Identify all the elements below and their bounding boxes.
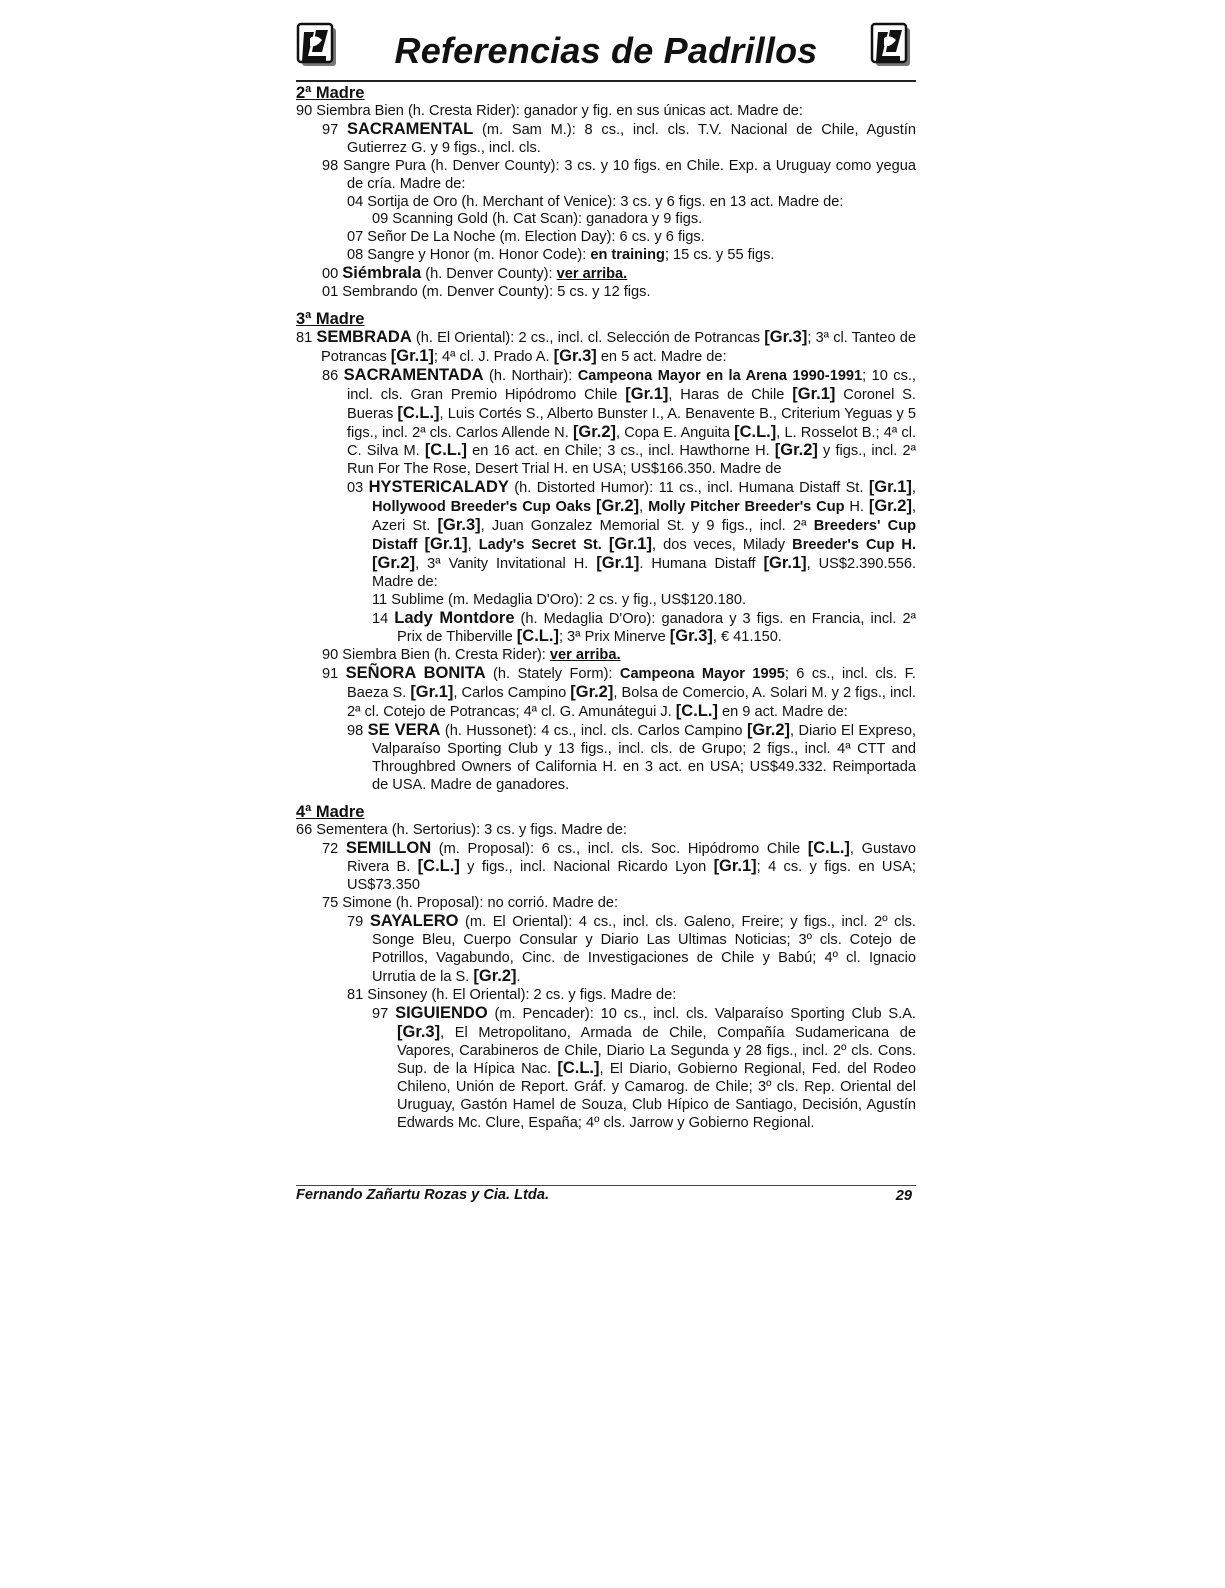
entry-text: 66 Sementera (h. Sertorius): 3 cs. y figs. Madre de: — [296, 821, 627, 838]
race-grade: [C.L.] — [734, 422, 777, 441]
entry-text: 98 — [347, 723, 368, 739]
entry-text: , Gustavo Rivera B. — [347, 840, 916, 876]
entry-text: , Diario El Expreso, Valparaíso Sporting Club y 13 figs., incl. cls. de Grupo; 2 figs., incl. 4ª CTT and Throughbred Owners of California H. en 3 act. en USA; US$49.332. Reimportada de USA. Madre de ganadores. — [372, 723, 917, 793]
entry-text: 98 Sangre Pura (h. Denver County): 3 cs. y 10 figs. en Chile. Exp. a Uruguay como yegua de cría. Madre de: — [322, 157, 916, 192]
entry-text: 81 — [296, 329, 317, 346]
entry-text: en 16 act. en Chile; 3 cs., incl. Hawthorne H. — [466, 443, 775, 460]
race-grade: [Gr.1] — [608, 534, 652, 553]
entry-text: 86 — [322, 367, 344, 384]
horse-name: HYSTERICALADY — [368, 478, 509, 497]
entry-text: 90 Siembra Bien (h. Cresta Rider): ganador y fig. en sus únicas act. Madre de: — [296, 103, 803, 119]
entry-text: , El Metropolitano, Armada de Chile, Compañía Sudamericana de Vapores, Carabineros de Chile, Diario La Segunda y 28 figs., incl. 2º cls. Cons. Sup. de la Hípica Nac. — [397, 1024, 916, 1078]
horse-name: SEMBRADA — [316, 327, 412, 346]
race-grade: [Gr.3] — [764, 327, 808, 346]
race-grade: [C.L.] — [675, 702, 718, 721]
race-grade: [Gr.1] — [424, 534, 468, 553]
pedigree-entry — [296, 895, 916, 913]
entry-text: 00 — [322, 266, 343, 283]
pedigree-entry — [296, 479, 916, 591]
entry-text: , — [911, 480, 916, 497]
page-number: 29 — [895, 1188, 912, 1204]
page-footer — [296, 1185, 916, 1209]
entry-text: 11 Sublime (m. Medaglia D'Oro): 2 cs. y fig., US$120.180. — [372, 591, 747, 608]
horse-name: SACRAMENTAL — [347, 119, 474, 138]
entry-text: , Carlos Campino — [453, 685, 571, 702]
entry-text: 01 Sembrando (m. Denver County): 5 cs. y 12 figs. — [322, 284, 651, 301]
entry-text: en training — [590, 247, 665, 264]
race-grade: [C.L.] — [516, 627, 559, 646]
cross-reference: ver arriba. — [549, 647, 621, 664]
entry-text: (h. Denver County): — [421, 266, 557, 283]
entry-text: Coronel S. Bueras — [347, 386, 916, 422]
entry-text: (h. Distorted Humor): 11 cs., incl. Humana Distaff St. — [508, 480, 869, 497]
race-grade: [Gr.3] — [437, 516, 481, 535]
entry-text: y figs., incl. 2ª Run For The Rose, Desert Trial H. en USA; US$166.350. Madre de — [347, 443, 916, 478]
entry-text: 97 — [322, 121, 348, 138]
entry-text: , L. Rosselot B.; 4ª cl. C. Silva M. — [347, 424, 917, 460]
section-heading: 4ª Madre — [296, 802, 365, 821]
entry-text: H. — [844, 499, 869, 516]
entry-text: 08 Sangre y Honor (m. Honor Code): — [347, 247, 591, 264]
entry-text: ; 3ª cl. Tanteo de Potrancas — [321, 329, 916, 365]
entry-text: Campeona Mayor 1995 — [619, 666, 785, 683]
race-grade: [Gr.3] — [553, 346, 597, 365]
pedigree-entry — [296, 284, 916, 302]
section-heading: 2ª Madre — [296, 84, 365, 102]
horseshoe-emblem-icon — [870, 22, 912, 68]
footer-company: Fernando Zañartu Rozas y Cia. Ltda. — [296, 1187, 549, 1203]
entry-text: en 9 act. Madre de: — [717, 704, 848, 721]
race-grade: [Gr.1] — [390, 346, 434, 365]
entry-text: 09 Scanning Gold (h. Cat Scan): ganadora y 9 figs. — [372, 211, 703, 228]
entry-text: 97 — [372, 1005, 396, 1022]
pedigree-entry — [296, 211, 916, 229]
pedigree-entry — [296, 229, 916, 247]
entry-text: 81 Sinsoney (h. El Oriental): 2 cs. y figs. Madre de: — [347, 986, 677, 1003]
entry-text: , Copa E. Anguita — [616, 424, 735, 441]
entry-text: Breeders' Cup Distaff — [372, 518, 917, 553]
entry-text: ; 4ª cl. J. Prado A. — [433, 348, 554, 365]
entry-text: ; 6 cs., incl. cls. F. Baeza S. — [347, 666, 916, 702]
pedigree-entry — [296, 121, 916, 158]
pedigree-entry — [296, 329, 916, 367]
race-grade: [Gr.2] — [473, 966, 517, 985]
entry-text — [602, 537, 609, 553]
pedigree-entry — [296, 592, 916, 610]
entry-text: , 3ª Vanity Invitational H. — [415, 555, 597, 572]
entry-text: Campeona Mayor en la Arena 1990-1991 — [577, 367, 863, 384]
race-grade: [Gr.3] — [669, 627, 713, 646]
entry-text: Breeder's Cup H. — [792, 536, 917, 553]
horse-name: Lady Montdore — [394, 608, 515, 627]
entry-text: (m. El Oriental): 4 cs., incl. cls. Galeno, Freire; y figs., incl. 2º cls. Songe Bleu, Cuerpo Consular y Diario Las Ultimas Noticias; 3º cls. Cotejo de Potrillos, Vagabundo, Cinc. de Investigaciones de Chile y Babú; 4º cl. Ignacio Urrutia de la S. — [372, 914, 916, 985]
horse-name: SEMILLON — [345, 838, 432, 857]
entry-text: , Bolsa de Comercio, A. Solari M. y 2 figs., incl. 2ª cl. Cotejo de Potrancas; 4ª cl. G. Amunátegui J. — [347, 685, 917, 721]
pedigree-entry — [296, 247, 916, 265]
entry-text: (m. Sam M.): 8 cs., incl. cls. T.V. Nacional de Chile, Agustín Gutierrez G. y 9 figs., incl. cls. — [347, 121, 916, 156]
entry-text: y figs., incl. Nacional Ricardo Lyon — [459, 859, 714, 876]
pedigree-entry — [296, 822, 916, 840]
pedigree-entry — [296, 987, 916, 1005]
race-grade: [Gr.2] — [596, 497, 640, 516]
entry-text: ; 10 cs., incl. cls. Gran Premio Hipódromo Chile — [347, 367, 916, 403]
entry-text: 72 — [322, 840, 346, 857]
pedigree-entry — [296, 665, 916, 722]
race-grade: [Gr.2] — [572, 422, 617, 441]
race-grade: [C.L.] — [557, 1059, 600, 1078]
entry-text: , — [467, 536, 479, 553]
race-grade: [C.L.] — [417, 857, 460, 876]
horse-name: SAYALERO — [369, 912, 459, 931]
race-grade: [Gr.2] — [746, 721, 791, 739]
entry-text: (h. Hussonet): 4 cs., incl. cls. Carlos Campino — [440, 723, 747, 739]
page-title: Referencias de Padrillos — [394, 30, 818, 71]
entry-text: Hollywood Breeder's Cup Oaks — [372, 499, 592, 516]
race-grade: [Gr.2] — [774, 441, 818, 460]
pedigree-entry — [296, 840, 916, 896]
horse-name: SIGUIENDO — [395, 1003, 488, 1022]
entry-text: , El Diario, Gobierno Regional, Fed. del Rodeo Chileno, Unión de Report. Gráf. y Camarog. de Chile; 3º cls. Rep. Oriental del Uruguay, Gastón Hamel de Souza, Club Hípico de Santiago, Decisión, Agustín Edwards Mc. Clure, España; 4º cls. Jarrow y Gobierno Regional. — [397, 1061, 916, 1132]
entry-text: ; 3ª Prix Minerve — [558, 629, 670, 646]
entry-text: Lady's Secret St. — [478, 536, 602, 553]
entry-text: , € 41.150. — [712, 629, 782, 646]
entry-text: . — [516, 968, 521, 985]
entry-text: 91 — [322, 666, 346, 683]
horse-name: SEÑORA BONITA — [345, 664, 486, 683]
horse-name: SE VERA — [367, 721, 441, 739]
entry-text: , Azeri St. — [372, 499, 917, 535]
entry-text: 07 Señor De La Noche (m. Election Day): 6 cs. y 6 figs. — [347, 229, 705, 246]
page-header — [296, 18, 916, 82]
entry-text: , US$2.390.556. Madre de: — [372, 555, 916, 590]
pedigree-entry — [296, 265, 916, 284]
race-grade: [C.L.] — [807, 838, 850, 857]
document-page — [296, 18, 916, 1133]
entry-text: (m. Proposal): 6 cs., incl. cls. Soc. Hipódromo Chile — [431, 840, 808, 857]
race-grade: [Gr.1] — [596, 553, 640, 572]
entry-text: 90 Siembra Bien (h. Cresta Rider): — [322, 647, 550, 664]
entry-text: (h. Medaglia D'Oro): ganadora y 3 figs. en Francia, incl. 2ª Prix de Thiberville — [397, 610, 916, 646]
entry-text: (h. Stately Form): — [485, 666, 620, 683]
horse-name: Siémbrala — [342, 264, 422, 283]
pedigree-entry — [296, 1005, 916, 1133]
pedigree-entry — [296, 194, 916, 212]
entry-text: , dos veces, Milady — [651, 536, 793, 553]
entry-text: , — [639, 499, 649, 516]
entry-text: , Haras de Chile — [668, 386, 793, 403]
race-grade: [Gr.1] — [625, 384, 669, 403]
entry-text: , Luis Cortés S., Alberto Bunster I., A. Benavente B., Criterium Yeguas y 5 figs., incl. 2ª cls. Carlos Allende N. — [347, 405, 917, 441]
pedigree-body — [296, 84, 916, 1133]
entry-text: ; 15 cs. y 55 figs. — [664, 247, 775, 264]
pedigree-entry — [296, 367, 916, 479]
entry-text: 79 — [347, 914, 370, 931]
pedigree-entry — [296, 647, 916, 665]
race-grade: [Gr.2] — [868, 497, 912, 516]
pedigree-entry — [296, 913, 916, 987]
pedigree-entry — [296, 722, 916, 795]
entry-text: 14 — [372, 610, 395, 627]
cross-reference: ver arriba. — [556, 266, 628, 283]
section-heading: 3ª Madre — [296, 309, 365, 328]
pedigree-entry — [296, 103, 916, 121]
race-grade: [Gr.2] — [570, 683, 614, 702]
race-grade: [Gr.1] — [763, 553, 807, 572]
race-grade: [Gr.1] — [410, 683, 454, 702]
race-grade: [Gr.1] — [713, 857, 757, 876]
race-grade: [Gr.1] — [792, 384, 836, 403]
entry-text: (h. El Oriental): 2 cs., incl. cl. Selección de Potrancas — [411, 329, 765, 346]
race-grade: [Gr.2] — [372, 553, 416, 572]
entry-text: . Humana Distaff — [639, 555, 764, 572]
entry-text: (h. Northair): — [483, 367, 578, 384]
entry-text: 75 Simone (h. Proposal): no corrió. Madre de: — [322, 895, 619, 912]
entry-text: (m. Pencader): 10 cs., incl. cls. Valparaíso Sporting Club S.A. — [487, 1005, 916, 1022]
race-grade: [Gr.1] — [868, 478, 912, 497]
pedigree-entry — [296, 158, 916, 194]
entry-text: en 5 act. Madre de: — [596, 348, 727, 365]
entry-text: 03 — [347, 480, 369, 497]
entry-text: Molly Pitcher Breeder's Cup — [648, 499, 845, 516]
race-grade: [Gr.3] — [397, 1022, 441, 1041]
race-grade: [C.L.] — [397, 403, 440, 422]
entry-text: ; 4 cs. y figs. en USA; US$73.350 — [347, 859, 916, 894]
horse-name: SACRAMENTADA — [343, 365, 484, 384]
entry-text: , Juan Gonzalez Memorial St. y 9 figs., incl. 2ª — [480, 518, 814, 535]
pedigree-entry — [296, 610, 916, 648]
entry-text: 04 Sortija de Oro (h. Merchant of Venice): 3 cs. y 6 figs. en 13 act. Madre de: — [347, 193, 844, 210]
race-grade: [C.L.] — [424, 441, 467, 460]
